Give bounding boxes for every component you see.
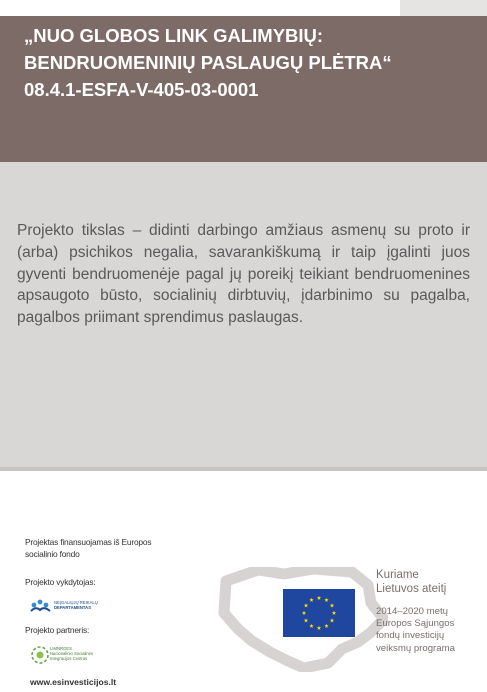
partners-label: Projekto partneris:: [25, 625, 90, 635]
panel-shadow: [0, 467, 487, 471]
eu-star-icon: [309, 624, 313, 628]
slogan: [376, 568, 446, 596]
title-line-2: BENDRUOMENINIŲ PASLAUGŲ PLĖTRA“: [24, 52, 392, 73]
eu-star-icon: [304, 618, 308, 622]
program-line-3: fondų investicijų: [376, 630, 445, 642]
eu-star-icon: [317, 626, 321, 630]
eu-star-icon: [330, 603, 334, 607]
eu-star-icon: [324, 598, 328, 602]
partner-logo-line-2: Nacionalinio Socialinės: [50, 651, 94, 656]
eu-star-icon: [304, 603, 308, 607]
program-line-1: 2014–2020 metų: [376, 606, 449, 617]
partner-logo-icon: [30, 644, 112, 666]
project-title: [24, 22, 464, 103]
eu-star-icon: [309, 598, 313, 602]
corner-tab: [400, 0, 487, 16]
eu-star-icon: [330, 618, 334, 622]
funding-line-1: Projektas finansuojamas iš Europos: [25, 537, 152, 547]
slogan-line-2: Lietuvos ateitį: [376, 583, 447, 595]
project-description: Projekto tikslas – didinti darbingo amžiaus asmenų su proto ir (arba) psichikos negalia, savarankiškumą ir taip įgalinti juos gyventi bendruomenėje pagal jų poreikį teikiant bendruomenines apsaugoto būsto, socialinių dirbtuvių, įdarbinimo su pagalba, pagalbos priimant sprendimus paslaugas.: [17, 222, 470, 327]
department-logo-icon: [30, 596, 112, 618]
implementer-label: Projekto vykdytojas:: [25, 577, 96, 587]
program-line-2: Europos Sąjungos: [376, 618, 455, 630]
title-line-1: „NUO GLOBOS LINK GALIMYBIŲ:: [24, 25, 324, 46]
funding-note: [25, 537, 151, 560]
eu-star-icon: [324, 624, 328, 628]
eu-flag-icon: [283, 589, 355, 637]
partner-logo-line-3: Integracijos Centras: [50, 656, 88, 661]
funding-line-2: socialinio fondo: [25, 548, 80, 559]
partner-logo-line-1: LIMNRGES: [50, 646, 72, 651]
program-info: [376, 606, 455, 655]
department-logo-line-2: DEPARTAMENTAS: [54, 605, 91, 610]
eu-star-icon: [302, 611, 306, 615]
project-code: 08.4.1-ESFA-V-405-03-0001: [24, 79, 259, 100]
program-line-4: veiksmų programa: [376, 642, 455, 654]
department-logo-line-1: NEĮGALIŲJŲ REIKALŲ: [54, 600, 98, 605]
eu-star-icon: [317, 596, 321, 600]
eu-star-icon: [332, 611, 336, 615]
website-link[interactable]: www.esinvesticijos.lt: [30, 677, 117, 687]
slogan-line-1: Kuriame: [376, 569, 419, 581]
